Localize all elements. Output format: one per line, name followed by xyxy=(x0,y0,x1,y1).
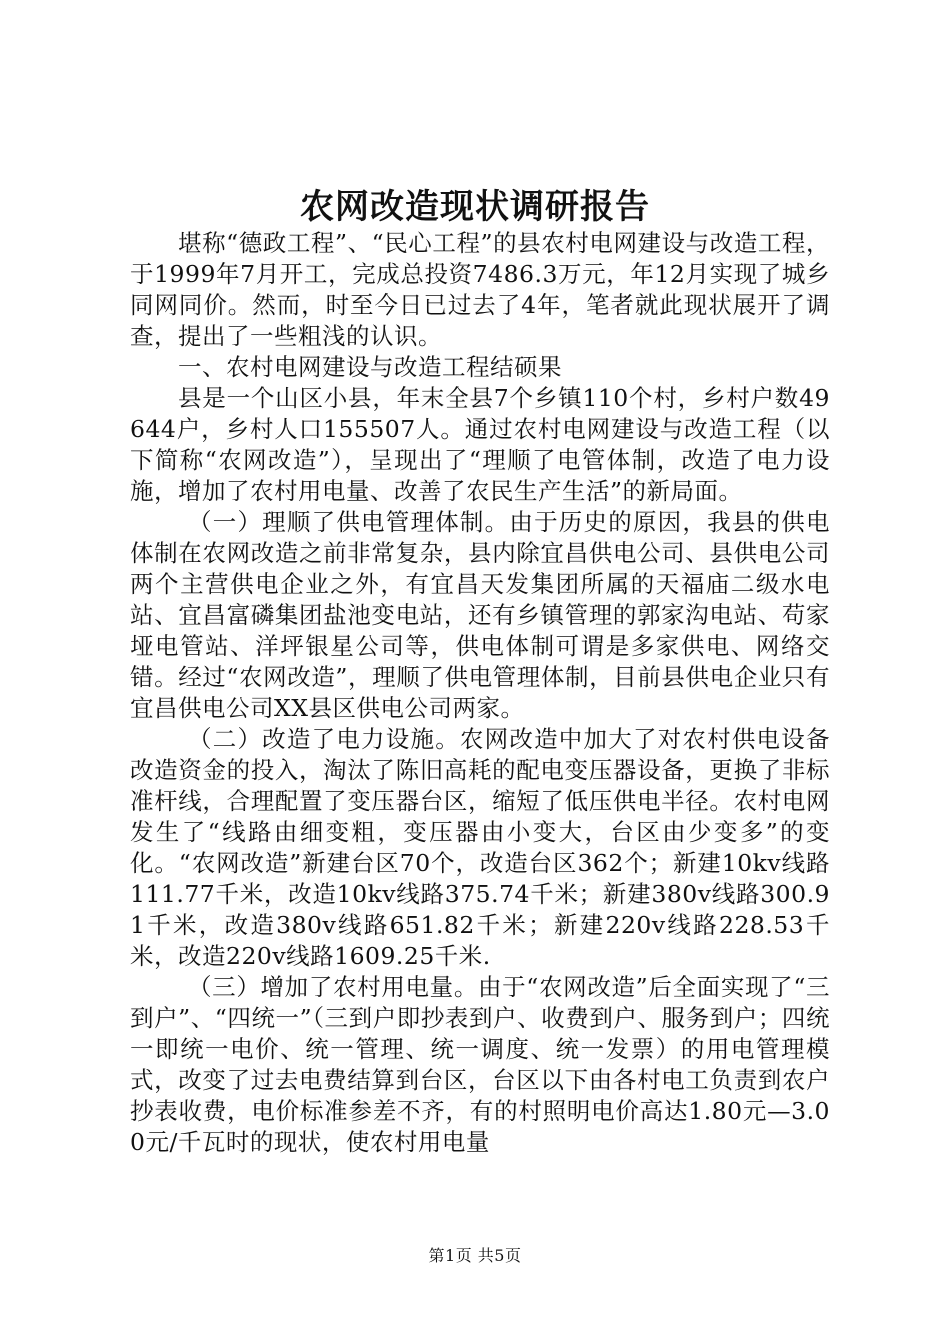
document-title: 农网改造现状调研报告 xyxy=(300,187,650,227)
document-body xyxy=(130,228,830,1158)
section-heading: 一、农村电网建设与改造工程结硕果 xyxy=(178,353,562,381)
intro-paragraph: 堪称“德政工程”、“民心工程”的县农村电网建设与改造工程，于1999年7月开工，完成总投资7486.3万元，年12月实现了城乡同网同价。然而，时至今日已过去了4年，笔者就此现状展开了调查，提出了一些粗浅的认识。 xyxy=(130,229,830,350)
body-paragraph: 县是一个山区小县，年末全县7个乡镇110个村，乡村户数49644户，乡村人口155507人。通过农村电网建设与改造工程（以下简称“农网改造”），呈现出了“理顺了电管体制，改造了电力设施，增加了农村用电量、改善了农民生产生活”的新局面。 xyxy=(130,384,830,505)
body-paragraph: （一）理顺了供电管理体制。由于历史的原因，我县的供电体制在农网改造之前非常复杂，县内除宜昌供电公司、县供电公司两个主营供电企业之外，有宜昌天发集团所属的天福庙二级水电站、宜昌富磷集团盐池变电站，还有乡镇管理的郭家沟电站、苟家垭电管站、洋坪银星公司等，供电体制可谓是多家供电、网络交错。经过“农网改造”，理顺了供电管理体制，目前县供电企业只有宜昌供电公司XX县区供电公司两家。 xyxy=(130,508,830,722)
body-paragraph: （二）改造了电力设施。农网改造中加大了对农村供电设备改造资金的投入，淘汰了陈旧高耗的配电变压器设备，更换了非标准杆线，合理配置了变压器台区，缩短了低压供电半径。农村电网发生了“线路由细变粗，变压器由小变大，台区由少变多”的变化。“农网改造”新建台区70个，改造台区362个；新建10kv线路111.77千米，改造10kv线路375.74千米；新建380v线路300.91千米，改造380v线路651.82千米；新建220v线路228.53千米，改造220v线路1609.25千米. xyxy=(130,725,830,970)
page-footer: 第1页 共5页 xyxy=(428,1246,522,1265)
body-paragraph: （三）增加了农村用电量。由于“农网改造”后全面实现了“三到户”、“四统一”（三到户即抄表到户、收费到户、服务到户；四统一即统一电价、统一管理、统一调度、统一发票）的用电管理模式，改变了过去电费结算到台区，台区以下由各村电工负责到农户抄表收费，电价标准参差不齐，有的村照明电价高达1.80元—3.00元/千瓦时的现状，使农村用电量 xyxy=(130,973,830,1156)
